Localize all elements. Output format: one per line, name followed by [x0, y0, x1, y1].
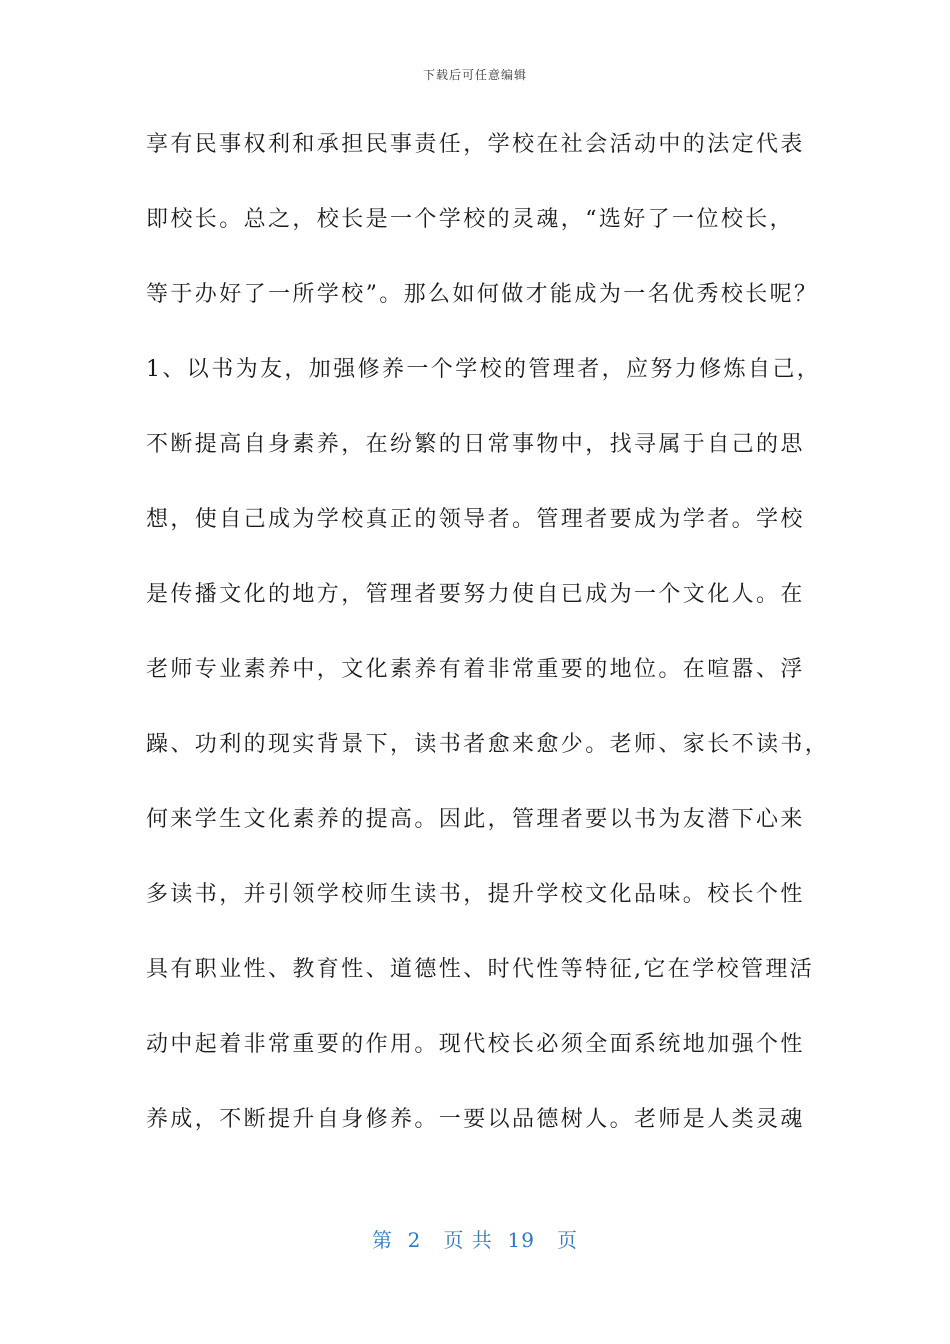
text-line: 躁、功利的现实背景下，读书者愈来愈少。老师、家长不读书， — [146, 732, 830, 757]
text-line: 动中起着非常重要的作用。现代校长必须全面系统地加强个性 — [146, 1032, 805, 1057]
text-line: 享有民事权利和承担民事责任，学校在社会活动中的法定代表 — [146, 132, 805, 157]
page-number-footer: 第 2 页 共 19 页 — [371, 1228, 579, 1252]
page-header: 下载后可任意编辑 — [422, 68, 527, 82]
text-line: 不断提高自身素养，在纷繁的日常事物中，找寻属于自己的思 — [146, 432, 805, 457]
text-line: 多读书，并引领学校师生读书，提升学校文化品味。校长个性 — [146, 882, 805, 907]
text-line: 老师专业素养中，文化素养有着非常重要的地位。在喧嚣、浮 — [146, 657, 805, 682]
text-line: 养成，不断提升自身修养。一要以品德树人。老师是人类灵魂 — [146, 1107, 805, 1132]
text-line: 具有职业性、教育性、道德性、时代性等特征,它在学校管理活 — [146, 957, 815, 982]
document-body — [146, 122, 830, 1172]
text-line: 是传播文化的地方，管理者要努力使自已成为一个文化人。在 — [146, 582, 805, 607]
text-line: 何来学生文化素养的提高。因此，管理者要以书为友潜下心来 — [146, 807, 805, 832]
text-line: 1、以书为友，加强修养一个学校的管理者，应努力修炼自己， — [146, 357, 822, 382]
text-line: 即校长。总之，校长是一个学校的灵魂，“选好了一位校长， — [146, 207, 795, 232]
text-line: 想，使自己成为学校真正的领导者。管理者要成为学者。学校 — [146, 507, 805, 532]
text-line: 等于办好了一所学校”。那么如何做才能成为一名优秀校长呢？ — [146, 282, 819, 307]
